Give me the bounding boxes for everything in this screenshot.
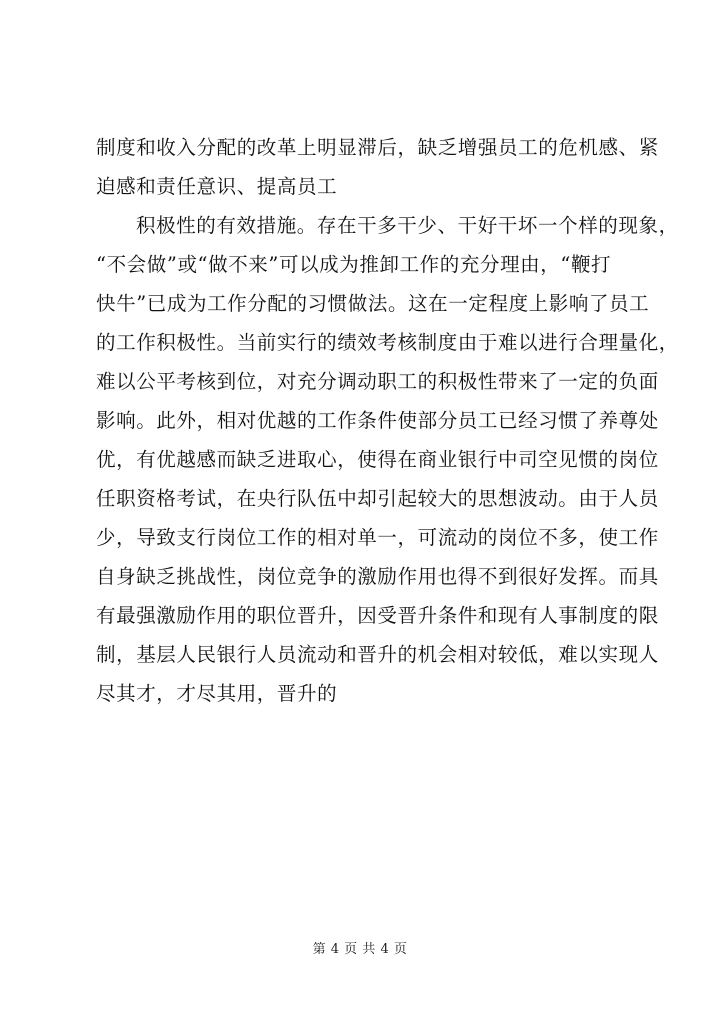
text-line: 的工作积极性。当前实行的绩效考核制度由于难以进行合理量化，: [96, 331, 679, 354]
text-line: 有最强激励作用的职位晋升，因受晋升条件和现有人事制度的限: [96, 604, 659, 627]
text-line: “不会做”或“做不来”可以成为推卸工作的充分理由，“鞭打: [96, 253, 612, 276]
text-line: 优，有优越感而缺乏进取心，使得在商业银行中司空见惯的岗位: [96, 448, 659, 471]
text-line: 尽其才，才尽其用，晋升的: [96, 682, 338, 705]
paragraph-first-line: 积极性的有效措施。存在干多干少、干好干坏一个样的现象，: [136, 214, 679, 237]
text-line: 少，导致支行岗位工作的相对单一，可流动的岗位不多，使工作: [96, 526, 659, 549]
text-line: 难以公平考核到位，对充分调动职工的积极性带来了一定的负面: [96, 370, 659, 393]
text-line: 自身缺乏挑战性，岗位竞争的激励作用也得不到很好发挥。而具: [96, 565, 659, 588]
text-line: 制度和收入分配的改革上明显滞后，缺乏增强员工的危机感、紧: [96, 136, 659, 159]
page-number-footer: 第 4 页 共 4 页: [312, 942, 408, 957]
text-line: 影响。此外，相对优越的工作条件使部分员工已经习惯了养尊处: [96, 409, 659, 432]
text-line: 制，基层人民银行人员流动和晋升的机会相对较低，难以实现人: [96, 643, 659, 666]
text-line: 任职资格考试，在央行队伍中却引起较大的思想波动。由于人员: [96, 487, 659, 510]
text-line: 迫感和责任意识、提高员工: [96, 175, 338, 198]
body-text: [96, 128, 679, 713]
text-line: 快牛”已成为工作分配的习惯做法。这在一定程度上影响了员工: [96, 292, 650, 315]
